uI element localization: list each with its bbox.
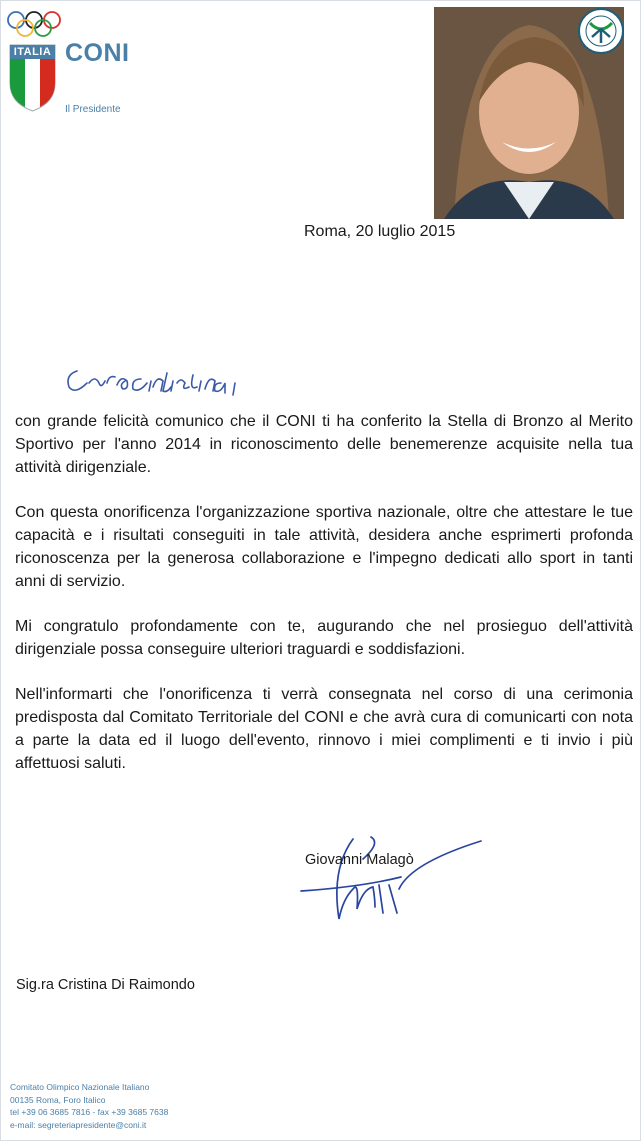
paragraph: con grande felicità comunico che il CONI ti ha conferito la Stella di Bronzo al Merito Sportivo per l'anno 2014 in riconoscimento delle benemerenze acquisite nella tua attività dirigenziale. bbox=[15, 413, 633, 476]
signer-name: Giovanni Malagò bbox=[305, 852, 414, 868]
paragraph: Nell'informarti che l'onorificenza ti verrà consegnata nel corso di una cerimonia predisposta dal Comitato Territoriale del CONI e che avrà cura di comunicarti con nota a parte la data ed il luogo dell'evento, rinnovo i miei complimenti e ti invio i più affettuosi saluti. bbox=[15, 686, 633, 772]
paragraph: Con questa onorificenza l'organizzazione sportiva nazionale, oltre che attestare le tue capacità e i risultati conseguiti in tale attività, desidera anche esprimerti profonda riconoscenza per la generosa collaborazione e l'impegno dedicati allo sport in tanti anni di servizio. bbox=[15, 504, 633, 590]
shield-label: ITALIA bbox=[13, 46, 52, 58]
letter-body bbox=[15, 410, 633, 797]
federation-logo bbox=[577, 7, 625, 55]
olympic-rings-logo bbox=[6, 9, 62, 39]
footer-line: Comitato Olimpico Nazionale Italiano bbox=[10, 1082, 150, 1092]
president-role: Il Presidente bbox=[65, 104, 121, 115]
footer-line: e-mail: segreteriapresidente@coni.it bbox=[10, 1119, 147, 1130]
footer-line: tel +39 06 3685 7816 - fax +39 3685 7638 bbox=[10, 1107, 169, 1117]
footer-address bbox=[10, 1081, 168, 1131]
recipient-name: Sig.ra Cristina Di Raimondo bbox=[16, 977, 195, 993]
footer-line: 00135 Roma, Foro Italico bbox=[10, 1094, 106, 1105]
org-name: CONI bbox=[65, 39, 130, 67]
handwritten-greeting bbox=[63, 353, 323, 403]
letter-date: Roma, 20 luglio 2015 bbox=[304, 223, 456, 240]
paragraph: Mi congratulo profondamente con te, augurando che nel prosieguo dell'attività dirigenziale possa conseguire ulteriori traguardi e soddisfazioni. bbox=[15, 618, 633, 658]
signature bbox=[291, 829, 491, 929]
